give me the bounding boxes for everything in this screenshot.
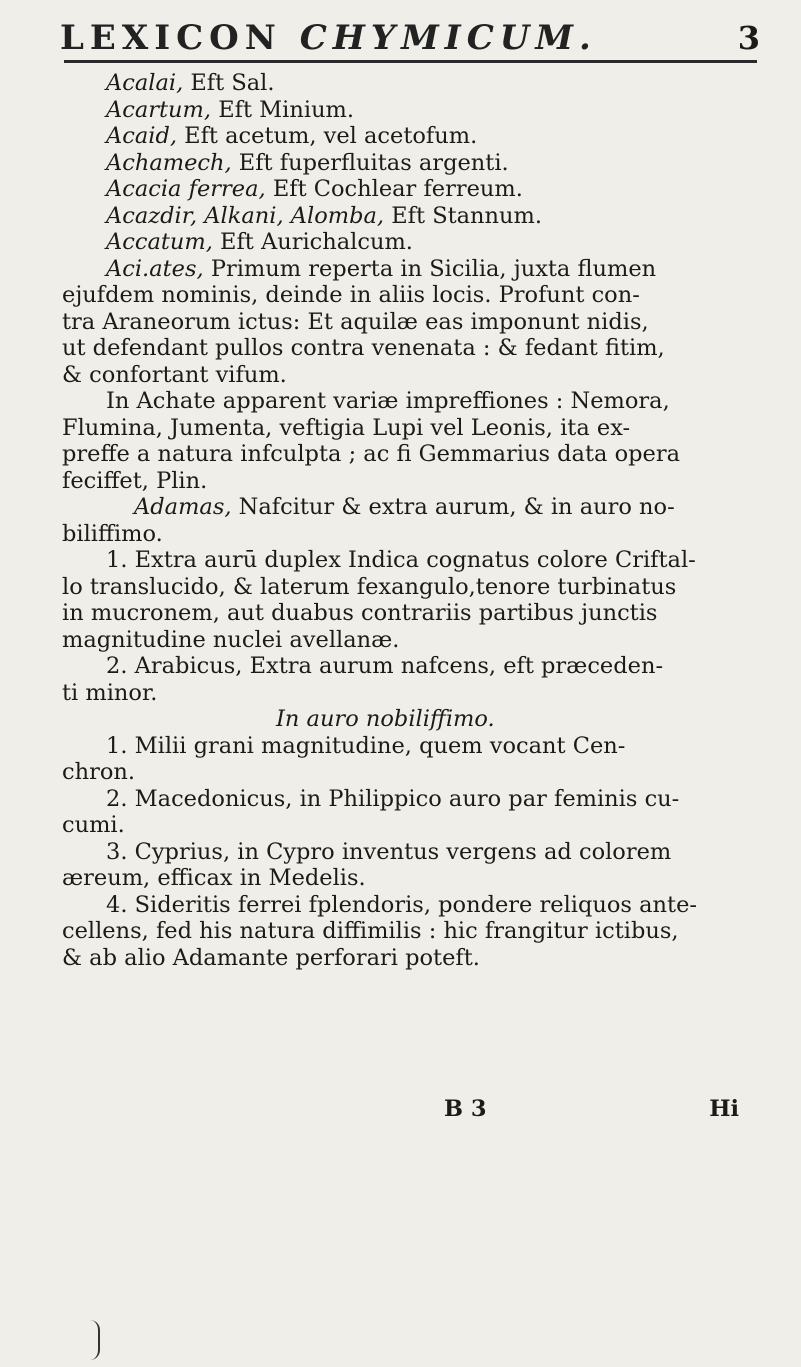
text-line	[62, 786, 755, 813]
running-title-upright: LEXICON	[60, 18, 282, 58]
headword: In auro nobiliffimo.	[276, 706, 495, 732]
line-text: tra Araneorum ictus: Et aquilæ eas imponunt nidis,	[62, 308, 649, 335]
text-line	[62, 627, 755, 654]
line-text: lo translucido, & laterum fexangulo,tenore turbinatus	[62, 573, 677, 600]
text-line	[62, 362, 755, 389]
text-line	[62, 229, 755, 256]
line-text: Eft Sal.	[183, 70, 275, 96]
text-line	[62, 282, 755, 309]
catchword: Hi	[709, 1096, 739, 1122]
text-line	[62, 945, 755, 972]
line-text: Eft Cochlear ferreum.	[265, 176, 523, 202]
headword: Adamas,	[134, 494, 232, 520]
line-text: æreum, efficax in Medelis.	[62, 865, 366, 891]
line-text: Nafcitur & extra aurum, & in auro no-	[231, 494, 675, 520]
line-text: 1. Milii grani magnitudine, quem vocant Cen-	[106, 732, 626, 759]
body-text	[62, 70, 755, 971]
text-line	[62, 839, 755, 866]
headword: Acaid,	[106, 123, 178, 149]
line-text: Eft Stannum.	[384, 202, 543, 229]
header-rule	[64, 60, 757, 63]
signature-mark: B 3	[444, 1096, 487, 1122]
headword: Achamech,	[106, 149, 232, 176]
line-text: feciffet, Plin.	[62, 467, 208, 494]
text-line	[62, 733, 755, 760]
margin-mark	[90, 1320, 100, 1360]
line-text: 2. Macedonicus, in Philippico auro par feminis cu-	[106, 785, 680, 812]
text-line	[62, 812, 755, 839]
text-line	[62, 759, 755, 786]
text-line	[62, 865, 755, 892]
line-text: 3. Cyprius, in Cypro inventus vergens ad colorem	[106, 838, 672, 865]
headword: Aci.ates,	[106, 255, 204, 282]
headword: Acacia ferrea,	[106, 176, 266, 202]
text-line	[62, 574, 755, 601]
line-text: chron.	[62, 759, 136, 785]
text-line	[62, 494, 755, 521]
line-text: Primum reperta in Sicilia, juxta flumen	[203, 255, 657, 282]
headword: Acartum,	[106, 96, 212, 123]
line-text: & confortant vifum.	[62, 361, 287, 388]
line-text: ut defendant pullos contra venenata : & fedant fitim,	[62, 335, 665, 361]
line-text: in mucronem, aut duabus contrariis partibus junctis	[62, 600, 658, 626]
text-line	[62, 706, 755, 733]
text-line	[62, 176, 755, 203]
text-line	[62, 97, 755, 124]
text-line	[62, 335, 755, 362]
line-text: magnitudine nuclei avellanæ.	[62, 626, 400, 653]
line-text: Eft Aurichalcum.	[212, 229, 413, 255]
text-line	[62, 70, 755, 97]
line-text: Eft fuperfluitas argenti.	[231, 149, 509, 176]
text-line	[62, 388, 755, 415]
line-text: Flumina, Jumenta, veftigia Lupi vel Leonis, ita ex-	[62, 414, 631, 441]
line-text: biliffimo.	[62, 520, 163, 547]
text-line	[62, 653, 755, 680]
text-line	[62, 256, 755, 283]
line-text: 4. Sideritis ferrei fplendoris, pondere reliquos ante-	[106, 891, 697, 918]
line-text: 1. Extra aurū duplex Indica cognatus colore Criftal-	[106, 547, 696, 573]
text-line	[62, 468, 755, 495]
text-line	[62, 309, 755, 336]
line-text: Eft acetum, vel acetofum.	[177, 123, 478, 149]
line-text: Eft Minium.	[211, 96, 355, 123]
text-line	[62, 441, 755, 468]
running-header	[60, 18, 760, 58]
text-line	[62, 521, 755, 548]
headword: Acalai,	[106, 70, 184, 96]
line-text: cumi.	[62, 812, 125, 838]
running-title-italic: CHYMICUM.	[299, 18, 597, 58]
text-line	[62, 415, 755, 442]
text-line	[62, 150, 755, 177]
line-text: ejufdem nominis, deinde in aliis locis. Profunt con-	[62, 282, 640, 308]
text-line	[62, 892, 755, 919]
headword: Accatum,	[106, 229, 213, 255]
line-text: cellens, fed his natura diffimilis : hic frangitur ictibus,	[62, 918, 679, 944]
line-text: 2. Arabicus, Extra aurum nafcens, eft præceden-	[106, 653, 664, 679]
line-text: In Achate apparent variæ impreffiones : Nemora,	[106, 388, 670, 414]
running-title	[60, 18, 597, 58]
text-line	[62, 918, 755, 945]
text-line	[62, 547, 755, 574]
line-text: preffe a natura infculpta ; ac fi Gemmarius data opera	[62, 441, 681, 467]
text-line	[62, 680, 755, 707]
line-text: & ab alio Adamante perforari poteft.	[62, 944, 480, 971]
page-number: 3	[737, 19, 760, 57]
headword: Acazdir, Alkani, Alomba,	[106, 202, 385, 229]
text-line	[62, 123, 755, 150]
line-text: ti minor.	[62, 679, 158, 706]
text-line	[62, 203, 755, 230]
text-line	[62, 600, 755, 627]
